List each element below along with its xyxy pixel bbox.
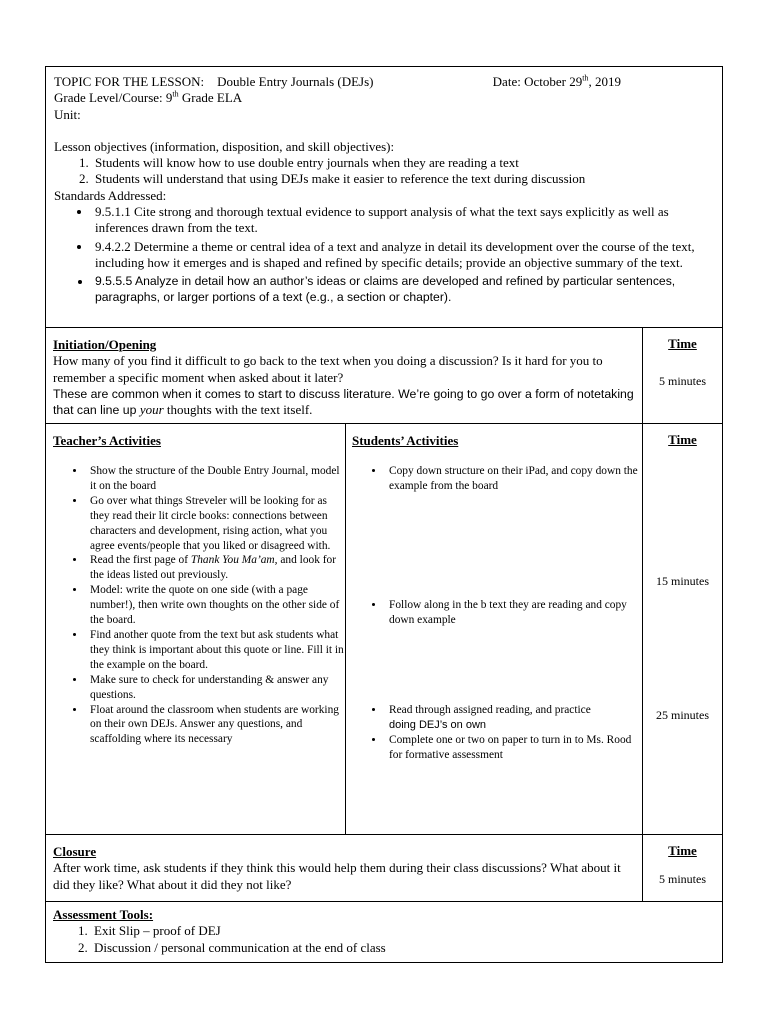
assessment-heading: Assessment Tools: (53, 907, 154, 922)
closure-time-column (642, 835, 722, 901)
time-heading: Time (668, 843, 697, 858)
teacher-activities-list (46, 464, 344, 747)
student-activities-list-1 (345, 464, 643, 494)
activities-section (45, 423, 723, 835)
unit-label: Unit: (54, 106, 81, 122)
date-year: , 2019 (588, 74, 621, 89)
closure-heading: Closure (53, 844, 97, 859)
lesson-header-section (45, 66, 723, 328)
grade-sup: th (172, 89, 179, 99)
student-activity-item: • Follow along in the b text they are reading and copy down example (385, 598, 643, 628)
teacher-activity-item: • Float around the classroom when students are working on their own DEJs. Answer any questions, and scaffolding where its necessary (86, 703, 344, 748)
teacher-activity-item: • Read the first page of Thank You Ma’am, and look for the ideas listed out previously. (86, 553, 344, 583)
closure-text: After work time, ask students if they think this would help them during their class discussions? What about it did they like? What about it did they not like? (53, 860, 621, 892)
closure-content (53, 844, 638, 893)
teacher-activity-item: • Find another quote from the text but ask students what they think is important about this quote or line. Fill it in the example on the board. (86, 628, 344, 673)
objectives-label: Lesson objectives (information, disposition, and skill objectives): (54, 138, 395, 154)
opening-time-value: 5 minutes (659, 374, 706, 389)
student-activities-list-3 (345, 703, 643, 763)
opening-content (53, 337, 638, 418)
assessment-list (53, 923, 714, 956)
teacher-activities-heading: Teacher’s Activities (53, 433, 161, 448)
objective-item: 1. Students will know how to use double entry journals when they are reading a text (92, 155, 714, 171)
standards-list (54, 204, 714, 305)
student-activities-column (345, 424, 643, 834)
standards-label: Standards Addressed: (54, 187, 167, 203)
student-activities-heading: Students’ Activities (352, 433, 459, 448)
lesson-date (493, 74, 714, 90)
topic-label: TOPIC FOR THE LESSON: (54, 74, 205, 89)
student-activity-item: • Copy down structure on their iPad, and copy down the example from the board (385, 464, 643, 494)
teacher-activities-column (46, 424, 346, 834)
activities-time-value-2: 25 minutes (656, 708, 709, 722)
closure-section (45, 834, 723, 902)
time-heading: Time (668, 336, 697, 351)
grade-level (54, 90, 714, 106)
teacher-activity-item: • Show the structure of the Double Entry Journal, model it on the board (86, 464, 344, 494)
grade-course: Grade ELA (178, 90, 243, 106)
student-activities-list-2 (345, 598, 643, 628)
opening-section (45, 327, 723, 424)
assessment-section (45, 901, 723, 963)
opening-heading: Initiation/Opening (53, 337, 157, 352)
teacher-activity-item: • Make sure to check for understanding & answer any questions. (86, 673, 344, 703)
teacher-activity-item: • Model: write the quote on one side (with a page number!), then write own thoughts on the other side of the board. (86, 583, 344, 628)
assessment-item: 2. Discussion / personal communication at the end of class (91, 940, 714, 956)
standard-item: • 9.5.5.5 Analyze in detail how an author’s ideas or claims are developed and refined by particular sentences, paragraphs, or larger portions of a text (e.g., a section or chapter). (92, 273, 714, 305)
activities-time-value-1: 15 minutes (656, 574, 709, 588)
date-text: Date: October 29 (492, 74, 583, 89)
objectives-list (54, 155, 714, 188)
topic-row (54, 74, 714, 90)
topic-value: Double Entry Journals (DEJs) (217, 74, 374, 89)
standard-item: • 9.4.2.2 Determine a theme or central idea of a text and analyze in detail its development over the course of the text, including how it emerges and is shaped and refined by specific details; provide an objective summary of the text. (92, 239, 714, 272)
objective-item: 2. Students will understand that using DEJs make it easier to reference the text during discussion (92, 171, 714, 187)
assessment-item: 1. Exit Slip – proof of DEJ (91, 923, 714, 939)
opening-text: How many of you find it difficult to go back to the text when you doing a discussion? Is it hard for you to remember a specific moment when asked about it later? (53, 353, 603, 385)
standard-item: • 9.5.1.1 Cite strong and thorough textual evidence to support analysis of what the text says explicitly as well as inferences drawn from the text. (92, 204, 714, 237)
time-heading: Time (668, 432, 697, 447)
grade-text: Grade Level/Course: 9 (54, 90, 173, 106)
opening-time-column (642, 328, 722, 423)
closure-time-value: 5 minutes (659, 872, 706, 887)
student-activity-item: • Complete one or two on paper to turn in to Ms. Rood for formative assessment (385, 733, 643, 763)
teacher-activity-item: • Go over what things Streveler will be looking for as they read their lit circle books: connections between characters and development, rising action, what you agree events/people that you liked or disagreed with. (86, 494, 344, 554)
topic (54, 74, 493, 90)
activities-time-column (642, 424, 722, 834)
student-activity-item: • Read through assigned reading, and practice doing DEJ’s on own (385, 703, 643, 733)
date-sup: th (582, 73, 589, 83)
opening-text-2: These are common when it comes to start to discuss literature. We’re going to go over a form of notetaking that can line up your thoughts with the text itself. (53, 386, 634, 418)
